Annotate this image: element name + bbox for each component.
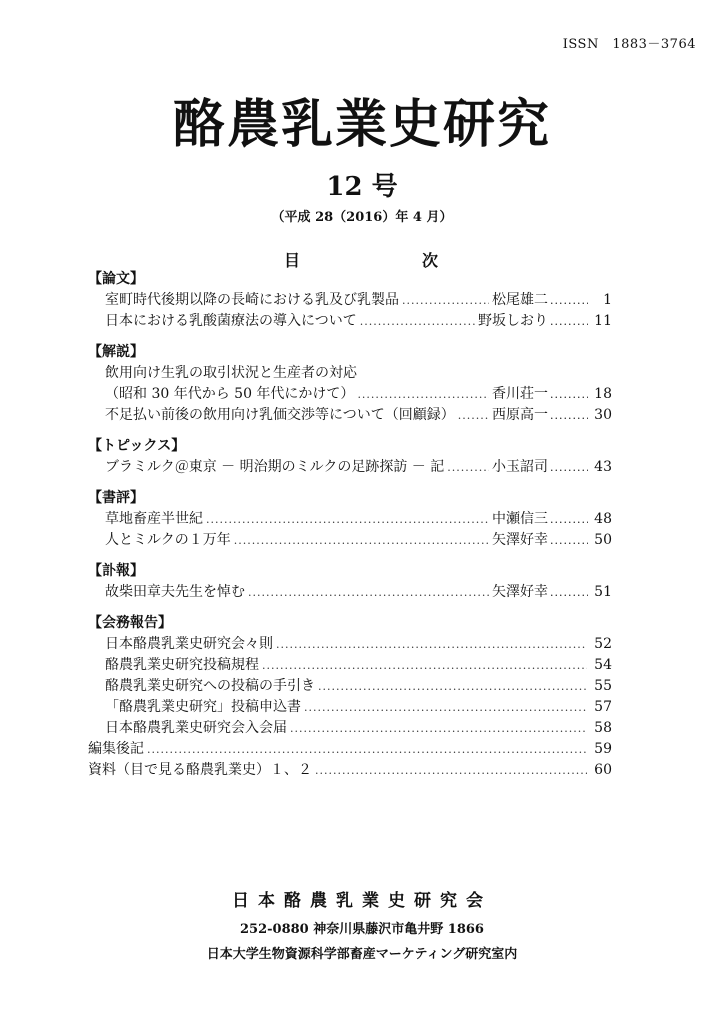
entry-page: 51 <box>594 584 612 600</box>
entry-page: 57 <box>594 699 612 715</box>
leader-dots <box>206 509 489 530</box>
toc-entry[interactable] <box>88 530 612 551</box>
toc-section-topics <box>88 436 612 478</box>
entry-page: 18 <box>594 386 612 402</box>
toc-entry[interactable] <box>88 509 612 530</box>
leader-dots <box>550 509 588 530</box>
entry-page: 58 <box>594 720 612 736</box>
entry-title: 日本酪農乳業史研究会々則 <box>105 636 273 652</box>
entry-page: 48 <box>594 511 612 527</box>
toc-section-ronbun <box>88 269 612 332</box>
toc-entry[interactable] <box>88 290 612 311</box>
entry-title: 編集後記 <box>88 741 144 757</box>
toc-section-kaisetsu <box>88 342 612 426</box>
entry-title: 室町時代後期以降の長崎における乳及び乳製品 <box>105 292 399 308</box>
leader-dots <box>290 718 587 739</box>
leader-dots <box>402 290 489 311</box>
section-heading: 【書評】 <box>88 490 144 506</box>
toc-heading <box>284 248 438 271</box>
leader-dots <box>550 384 588 405</box>
toc-entry[interactable] <box>88 634 612 655</box>
entry-author: 矢澤好幸 <box>492 532 548 548</box>
entry-author: 野坂しおり <box>478 313 548 329</box>
entry-page: 55 <box>594 678 612 694</box>
toc-entry[interactable] <box>88 457 612 478</box>
entry-page: 30 <box>594 407 612 423</box>
publisher-address: 252-0880 神奈川県藤沢市亀井野 1866 <box>240 922 484 937</box>
section-heading: 【トピックス】 <box>88 438 186 454</box>
toc-entry[interactable] <box>88 582 612 603</box>
toc-entry[interactable] <box>88 718 612 739</box>
entry-page: 59 <box>594 741 612 757</box>
leader-dots <box>550 405 588 426</box>
leader-dots <box>550 290 588 311</box>
leader-dots <box>262 655 587 676</box>
leader-dots <box>315 760 587 781</box>
entry-title: （昭和 30 年代から 50 年代にかけて） <box>105 386 355 402</box>
leader-dots <box>360 311 475 332</box>
toc-section-kaimu <box>88 613 612 739</box>
toc-section-shohyo <box>88 488 612 551</box>
leader-dots <box>550 582 588 603</box>
entry-page: 50 <box>594 532 612 548</box>
entry-title: 飲用向け生乳の取引状況と生産者の対応 <box>105 365 357 381</box>
publisher-lab: 日本大学生物資源科学部畜産マーケティング研究室内 <box>206 947 518 962</box>
toc-entry-editorial[interactable] <box>88 739 612 760</box>
entry-page: 60 <box>594 762 612 778</box>
leader-dots <box>234 530 489 551</box>
leader-dots <box>357 384 489 405</box>
section-heading: 【会務報告】 <box>88 615 172 631</box>
entry-title: ブラミルク＠東京 － 明治期のミルクの足跡探訪 － 記 <box>105 459 445 475</box>
publisher-name: 日本酪農乳業史研究会 <box>232 891 492 911</box>
entry-author: 矢澤好幸 <box>492 584 548 600</box>
entry-title: 故柴田章夫先生を悼む <box>105 584 245 600</box>
entry-title: 草地畜産半世紀 <box>105 511 203 527</box>
entry-title: 「酪農乳業史研究」投稿申込書 <box>105 699 301 715</box>
toc-entry[interactable] <box>88 697 612 718</box>
entry-title: 日本酪農乳業史研究会入会届 <box>105 720 287 736</box>
entry-title: 日本における乳酸菌療法の導入について <box>105 313 357 329</box>
entry-page: 52 <box>594 636 612 652</box>
issue-date: （平成 28（2016）年 4 月） <box>271 210 453 225</box>
entry-author: 中瀬信三 <box>492 511 548 527</box>
entry-title: 酪農乳業史研究投稿規程 <box>105 657 259 673</box>
toc-entry[interactable] <box>88 363 612 384</box>
leader-dots <box>248 582 489 603</box>
leader-dots <box>304 697 587 718</box>
entry-page: 1 <box>603 292 612 308</box>
leader-dots <box>318 676 587 697</box>
leader-dots <box>147 739 587 760</box>
entry-page: 43 <box>594 459 612 475</box>
entry-page: 11 <box>594 313 612 329</box>
toc-entry[interactable] <box>88 384 612 405</box>
section-heading: 【解説】 <box>88 344 144 360</box>
entry-author: 西原高一 <box>492 407 548 423</box>
toc-entry[interactable] <box>88 655 612 676</box>
toc-section-fuho <box>88 561 612 603</box>
toc-entry-materials[interactable] <box>88 760 612 781</box>
entry-author: 松尾雄二 <box>492 292 548 308</box>
section-heading: 【訃報】 <box>88 563 144 579</box>
leader-dots <box>550 457 588 478</box>
leader-dots <box>276 634 587 655</box>
toc-entry[interactable] <box>88 405 612 426</box>
leader-dots <box>447 457 489 478</box>
entry-author: 香川荘一 <box>492 386 548 402</box>
leader-dots <box>550 530 588 551</box>
entry-title: 不足払い前後の飲用向け乳価交渉等について（回顧録） <box>105 407 455 423</box>
entry-title: 酪農乳業史研究への投稿の手引き <box>105 678 315 694</box>
issn-number: ISSN 1883－3764 <box>562 37 696 52</box>
entry-page: 54 <box>594 657 612 673</box>
leader-dots <box>458 405 489 426</box>
toc-entry[interactable] <box>88 311 612 332</box>
section-heading: 【論文】 <box>88 271 144 287</box>
toc-heading-char: 次 <box>421 251 438 270</box>
leader-dots <box>550 311 588 332</box>
entry-title: 人とミルクの１万年 <box>105 532 231 548</box>
entry-author: 小玉詔司 <box>492 459 548 475</box>
toc-entry[interactable] <box>88 676 612 697</box>
issue-number: 12 号 <box>326 172 398 202</box>
table-of-contents <box>88 269 612 781</box>
journal-title: 酪農乳業史研究 <box>172 94 551 155</box>
entry-title: 資料（目で見る酪農乳業史）１、２ <box>88 762 312 778</box>
toc-heading-char: 目 <box>284 251 301 270</box>
